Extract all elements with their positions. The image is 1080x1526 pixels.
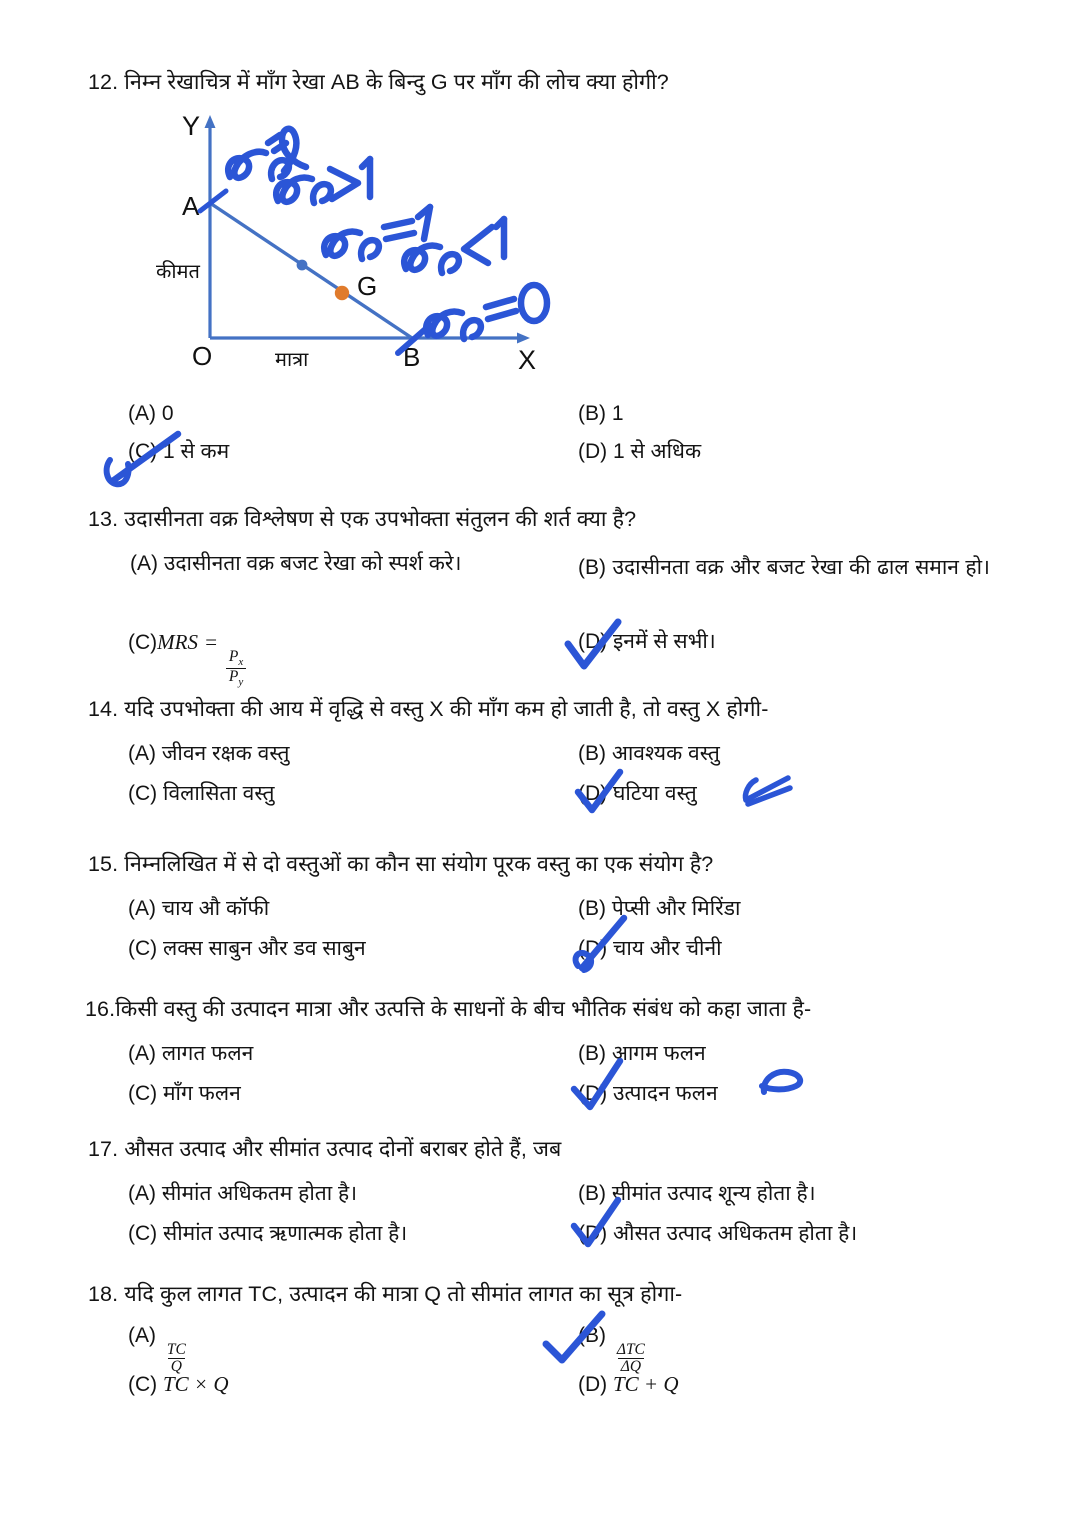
option-13-b[interactable] [578, 550, 990, 587]
options-block-17 [0, 1180, 1080, 1260]
question-number-17: 17. [88, 1137, 119, 1161]
question-stem-13 [0, 505, 1080, 534]
option-key: (C) [128, 631, 158, 654]
option-key: (B) [578, 1182, 606, 1205]
option-18-b[interactable] [578, 1322, 650, 1375]
option-key: (B) [578, 742, 606, 765]
question-block-15 [0, 850, 1080, 879]
question-number-12: 12. [88, 70, 119, 94]
demand-curve-ab [210, 203, 412, 338]
equals-sign: = [203, 630, 218, 654]
y-axis-title: कीमत [156, 261, 200, 283]
option-16-c[interactable] [128, 1080, 241, 1108]
question-stem-14 [0, 695, 1080, 724]
option-key: (B) [578, 556, 606, 579]
option-key: (C) [128, 1082, 158, 1105]
option-15-a[interactable] [128, 895, 269, 923]
options-grid-12 [0, 400, 920, 480]
option-text: TC × Q [163, 1372, 229, 1396]
point-a-label: A [182, 191, 200, 221]
option-key: (A) [128, 1182, 156, 1205]
px-over-py-fraction [226, 649, 246, 689]
fraction-denominator: $P_y$ [226, 668, 246, 689]
option-14-c[interactable] [128, 780, 275, 808]
option-text: माँग फलन [163, 1082, 241, 1105]
option-14-a[interactable] [128, 740, 289, 768]
question-text-15: निम्नलिखित में से दो वस्तुओं का कौन सा संयोग पूरक वस्तु का एक संयोग है? [124, 852, 714, 876]
option-text: लक्स साबुन और डव साबुन [163, 937, 366, 960]
options-block-18 [0, 1322, 1080, 1422]
option-16-d[interactable] [578, 1080, 718, 1108]
fraction-numerator: TC [166, 1340, 186, 1358]
point-g-dot [335, 286, 349, 300]
question-number-16: 16. [85, 997, 116, 1021]
question-block-18 [0, 1280, 1080, 1309]
options-grid-16 [0, 1040, 920, 1120]
option-18-c[interactable] [128, 1370, 229, 1399]
fraction-denominator: ΔQ [618, 1358, 644, 1375]
options-grid-15 [0, 895, 920, 975]
point-g-label: G [357, 271, 378, 301]
question-number-14: 14. [88, 697, 119, 721]
options-block-12 [0, 400, 1080, 480]
option-text: चाय औ कॉफी [161, 897, 270, 920]
fraction-denominator: Q [168, 1358, 185, 1375]
option-key: (B) [578, 1042, 606, 1065]
question-number-18: 18. [88, 1282, 119, 1306]
option-17-c[interactable] [128, 1220, 407, 1248]
point-b-label: B [403, 342, 421, 372]
option-text: घटिया वस्तु [613, 782, 697, 805]
option-key: (D) [578, 1373, 608, 1396]
option-text: विलासिता वस्तु [163, 782, 275, 805]
question-block-13 [0, 505, 1080, 534]
option-14-b[interactable] [578, 740, 720, 768]
question-block-12 [0, 68, 1080, 97]
option-text: आगम फलन [611, 1042, 706, 1065]
option-text: इनमें से सभी। [613, 630, 716, 653]
question-text-18: यदि कुल लागत TC, उत्पादन की मात्रा Q तो सीमांत लागत का सूत्र होगा- [124, 1282, 683, 1306]
option-key: (A) [130, 552, 158, 575]
question-text-13: उदासीनता वक्र विश्लेषण से एक उपभोक्ता संतुलन की शर्त क्या है? [124, 507, 637, 531]
options-block-14 [0, 740, 1080, 820]
option-text: जीवन रक्षक वस्तु [161, 742, 290, 765]
option-key: (C) [128, 782, 158, 805]
option-text: चाय और चीनी [613, 937, 722, 960]
demand-curve-elasticity-diagram [150, 105, 580, 390]
option-17-b[interactable] [578, 1180, 816, 1208]
option-text: सीमांत अधिकतम होता है। [161, 1182, 358, 1205]
option-12-b[interactable] [578, 400, 624, 428]
question-stem-18 [0, 1280, 1080, 1309]
option-key: (C) [128, 937, 158, 960]
option-key: (B) [578, 1324, 606, 1347]
question-text-12: निम्न रेखाचित्र में माँग रेखा AB के बिन्दु G पर माँग की लोच क्या होगी? [124, 70, 669, 94]
option-text: लागत फलन [161, 1042, 254, 1065]
question-stem-16 [0, 995, 1080, 1024]
option-key: (D) [578, 1222, 608, 1245]
option-key: (A) [128, 1042, 156, 1065]
option-15-c[interactable] [128, 935, 366, 963]
option-key: (C) [128, 1222, 158, 1245]
option-15-b[interactable] [578, 895, 740, 923]
option-13-d[interactable] [578, 628, 716, 656]
option-key: (D) [578, 782, 608, 805]
question-stem-12 [0, 68, 1080, 97]
option-text: सीमांत उत्पाद ऋणात्मक होता है। [163, 1222, 408, 1245]
option-18-d[interactable] [578, 1370, 679, 1399]
options-block-13 [0, 550, 1080, 689]
options-grid-17 [0, 1180, 920, 1260]
mrs-symbol: MRS [157, 630, 198, 654]
x-axis-label: X [518, 345, 537, 375]
option-key: (C) [128, 440, 158, 463]
option-text: उदासीनता वक्र और बजट रेखा की ढाल समान हो। [612, 556, 990, 579]
option-text: उत्पादन फलन [613, 1082, 718, 1105]
option-key: (D) [578, 630, 608, 653]
question-block-14 [0, 695, 1080, 724]
option-18-a[interactable] [128, 1322, 191, 1375]
option-13-a[interactable] [130, 550, 461, 578]
option-key: (A) [128, 897, 156, 920]
question-text-16: किसी वस्तु की उत्पादन मात्रा और उत्पत्ति के साधनों के बीच भौतिक संबंध को कहा जाता है- [115, 997, 812, 1021]
fraction-numerator: ΔTC [616, 1340, 645, 1358]
option-text: 1 से अधिक [613, 440, 702, 463]
option-key: (A) [128, 402, 156, 425]
option-13-c[interactable] [128, 628, 248, 689]
option-14-d[interactable] [578, 780, 697, 808]
y-axis-label: Y [182, 111, 201, 141]
option-key: (D) [578, 937, 608, 960]
question-block-16 [0, 995, 1080, 1024]
option-17-d[interactable] [578, 1220, 857, 1248]
option-17-a[interactable] [128, 1180, 357, 1208]
option-16-a[interactable] [128, 1040, 253, 1068]
options-grid-18 [0, 1322, 920, 1422]
origin-label: O [192, 341, 213, 371]
option-12-d[interactable] [578, 438, 701, 466]
option-16-b[interactable] [578, 1040, 706, 1068]
options-block-16 [0, 1040, 1080, 1120]
option-text: TC + Q [613, 1372, 679, 1396]
option-key: (D) [578, 1082, 608, 1105]
fraction-numerator: $P_x$ [228, 647, 244, 668]
x-axis-title: मात्रा [275, 349, 309, 371]
question-text-17: औसत उत्पाद और सीमांत उत्पाद दोनों बराबर होते हैं, जब [124, 1137, 562, 1161]
option-key: (A) [128, 1324, 156, 1347]
option-text: 1 से कम [163, 440, 230, 463]
x-axis-arrow [517, 333, 530, 344]
option-text: उदासीनता वक्र बजट रेखा को स्पर्श करे। [163, 552, 462, 575]
y-axis-arrow [205, 115, 216, 128]
options-grid-13 [0, 550, 990, 689]
option-text: औसत उत्पाद अधिकतम होता है। [613, 1222, 858, 1245]
option-12-a[interactable] [128, 400, 174, 428]
option-text: सीमांत उत्पाद शून्य होता है। [611, 1182, 816, 1205]
option-text: 1 [611, 402, 624, 425]
option-text: 0 [161, 402, 174, 425]
option-text: आवश्यक वस्तु [611, 742, 720, 765]
option-text: पेप्सी और मिरिंडा [611, 897, 741, 920]
option-key: (B) [578, 402, 606, 425]
question-number-15: 15. [88, 852, 119, 876]
option-key: (B) [578, 897, 606, 920]
question-block-17 [0, 1135, 1080, 1164]
option-12-c[interactable] [128, 438, 229, 466]
question-stem-17 [0, 1135, 1080, 1164]
option-15-d[interactable] [578, 935, 722, 963]
question-number-13: 13. [88, 507, 119, 531]
options-grid-14 [0, 740, 920, 820]
midpoint-dot [297, 260, 308, 271]
option-key: (A) [128, 742, 156, 765]
option-key: (D) [578, 440, 608, 463]
option-key: (C) [128, 1373, 158, 1396]
question-stem-15 [0, 850, 1080, 879]
question-text-14: यदि उपभोक्ता की आय में वृद्धि से वस्तु X की माँग कम हो जाती है, तो वस्तु X होगी- [124, 697, 769, 721]
options-block-15 [0, 895, 1080, 975]
